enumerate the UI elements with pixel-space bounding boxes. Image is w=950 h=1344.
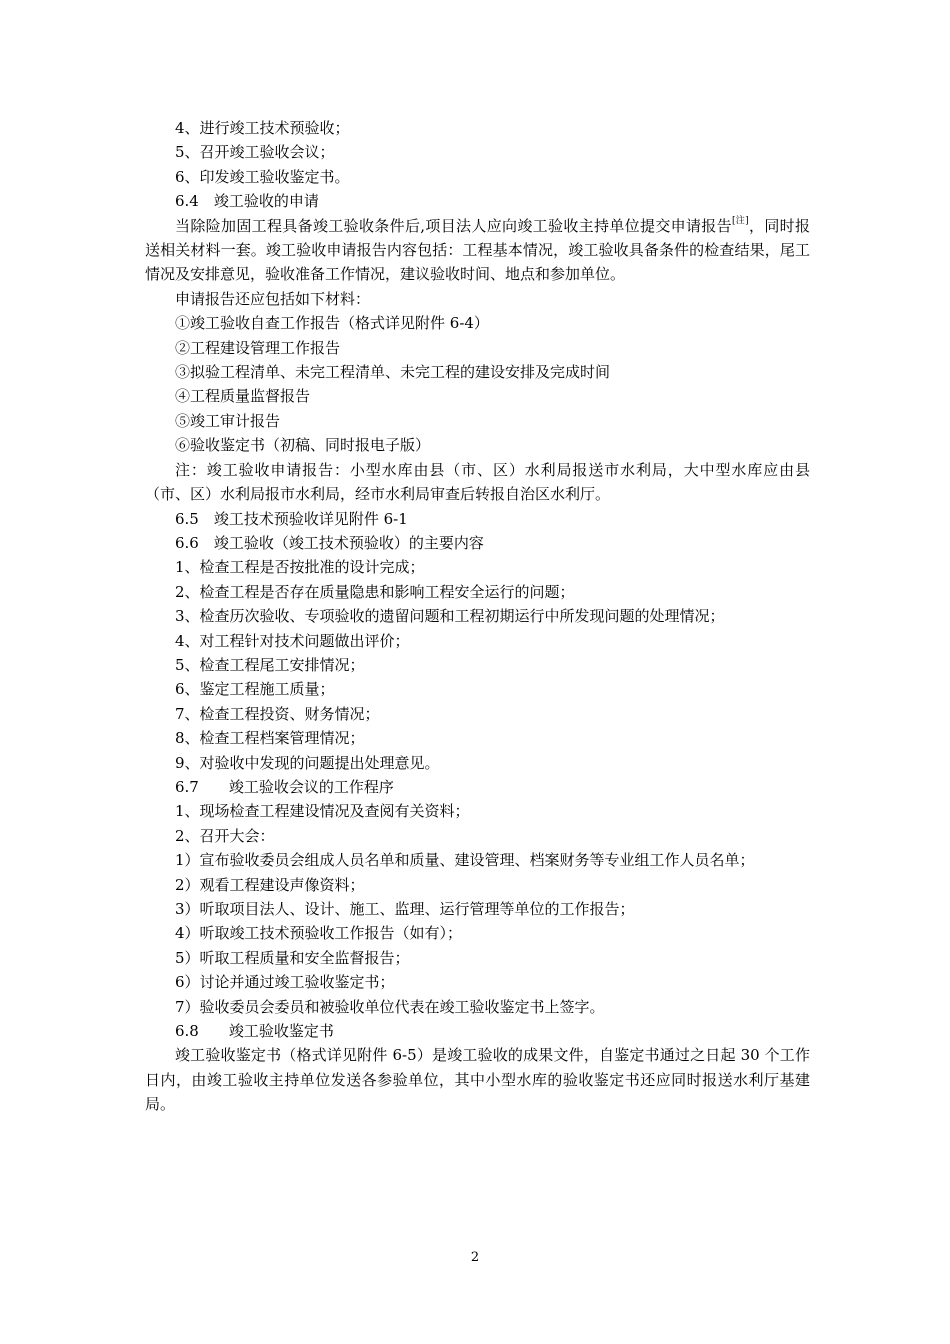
section-heading-6-4: 6.4 竣工验收的申请 bbox=[175, 192, 319, 211]
final-paragraph: 竣工验收鉴定书（格式详见附件 6-5）是竣工验收的成果文件，自鉴定书通过之日起 30 个工作日内，由竣工验收主持单位发送各参验单位，其中小型水库的验收鉴定书还应同时报送水利厅基建局。 bbox=[145, 1046, 810, 1114]
document-body bbox=[145, 116, 810, 1117]
section-heading-6-7: 6.7 竣工验收会议的工作程序 bbox=[175, 777, 394, 796]
materials-intro: 申请报告还应包括如下材料： bbox=[175, 289, 371, 308]
meeting-item: 4）听取竣工技术预验收工作报告（如有）； bbox=[175, 924, 463, 943]
meeting-item: 7）验收委员会委员和被验收单位代表在竣工验收鉴定书上签字。 bbox=[175, 997, 605, 1016]
page-number: 2 bbox=[470, 1250, 480, 1265]
content-item: 7、检查工程投资、财务情况； bbox=[175, 704, 380, 723]
meeting-item: 3）听取项目法人、设计、施工、监理、运行管理等单位的工作报告； bbox=[175, 900, 635, 918]
material-item: ③拟验工程清单、未完工程清单、未完工程的建设安排及完成时间 bbox=[175, 363, 611, 382]
step-6: 6、印发竣工验收鉴定书。 bbox=[175, 167, 350, 186]
meeting-item: 5）听取工程质量和安全监督报告； bbox=[175, 948, 410, 967]
material-item: ①竣工验收自查工作报告（格式详见附件 6-4） bbox=[175, 314, 489, 333]
procedure-item: 1、现场检查工程建设情况及查阅有关资料； bbox=[175, 802, 470, 821]
footnote-mark: [注] bbox=[731, 215, 749, 226]
content-item: 3、检查历次验收、专项验收的遗留问题和工程初期运行中所发现问题的处理情况； bbox=[175, 607, 725, 626]
meeting-item: 2）观看工程建设声像资料； bbox=[175, 875, 365, 894]
content-item: 9、对验收中发现的问题提出处理意见。 bbox=[175, 753, 440, 772]
content-item: 5、检查工程尾工安排情况； bbox=[175, 655, 365, 674]
step-5: 5、召开竣工验收会议； bbox=[175, 143, 335, 162]
material-item: ⑤竣工审计报告 bbox=[175, 411, 281, 430]
section-heading-6-6: 6.6 竣工验收（竣工技术预验收）的主要内容 bbox=[175, 533, 484, 552]
content-item: 2、检查工程是否存在质量隐患和影响工程安全运行的问题； bbox=[175, 582, 575, 601]
procedure-item: 2、召开大会： bbox=[175, 826, 275, 845]
content-item: 1、检查工程是否按批准的设计完成； bbox=[175, 558, 425, 577]
material-item: ④工程质量监督报告 bbox=[175, 387, 311, 406]
section-heading-6-5: 6.5 竣工技术预验收详见附件 6-1 bbox=[175, 509, 408, 528]
note-paragraph: 注：竣工验收申请报告：小型水库由县（市、区）水利局报送市水利局，大中型水库应由县（市、区）水利局报市水利局，经市水利局审查后转报自治区水利厅。 bbox=[145, 460, 810, 504]
meeting-item: 6）讨论并通过竣工验收鉴定书； bbox=[175, 973, 395, 992]
apply-rest: ，同时报送相关材料一套。竣工验收申请报告内容包括：工程基本情况，竣工验收具备条件的检查结果，尾工情况及安排意见，验收准备工作情况，建议验收时间、地点和参加单位。 bbox=[145, 216, 810, 284]
meeting-item: 1）宣布验收委员会组成人员名单和质量、建设管理、档案财务等专业组工作人员名单； bbox=[175, 851, 755, 870]
apply-lead: 当除险加固工程具备竣工验收条件后,项目法人应向竣工验收主持单位提交申请报告 bbox=[175, 216, 732, 235]
content-item: 8、检查工程档案管理情况； bbox=[175, 729, 365, 748]
apply-paragraph bbox=[145, 214, 810, 287]
material-item: ②工程建设管理工作报告 bbox=[175, 338, 341, 357]
step-4: 4、进行竣工技术预验收； bbox=[175, 119, 350, 137]
section-heading-6-8: 6.8 竣工验收鉴定书 bbox=[175, 1022, 334, 1041]
content-item: 4、对工程针对技术问题做出评价； bbox=[175, 631, 410, 650]
material-item: ⑥验收鉴定书（初稿、同时报电子版） bbox=[175, 436, 431, 455]
content-item: 6、鉴定工程施工质量； bbox=[175, 680, 335, 699]
